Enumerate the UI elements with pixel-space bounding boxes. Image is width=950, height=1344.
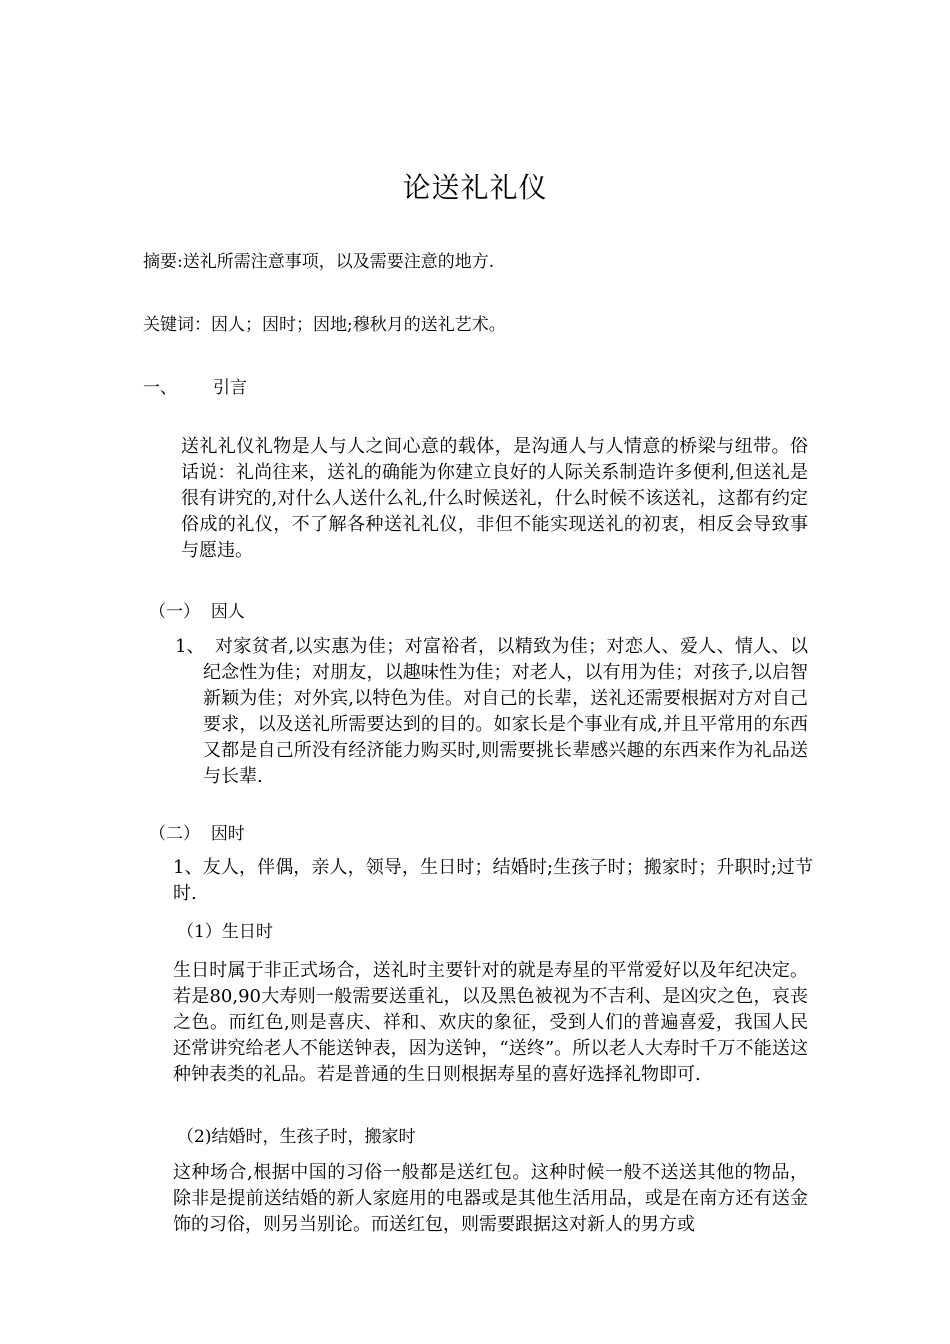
case-heading-birthday: （1）生日时 <box>177 922 273 942</box>
subsection-heading-by-time <box>149 822 245 846</box>
subsection-title: 因时 <box>210 824 245 844</box>
by-person-item-text: 对家贫者,以实惠为佳；对富裕者，以精致为佳；对恋人、爱人、情人、以纪念性为佳；对朋友，以趣味性为佳；对老人，以有用为佳；对孩子,以启智新颖为佳；对外宾,以特色为佳。对自己的长辈，送礼还需要根据对方对自己要求，以及送礼所需要达到的目的。如家长是个事业有成,并且平常用的东西又都是自己所没有经济能力购买时,则需要挑长辈感兴趣的东西来作为礼品送与长辈. <box>203 636 808 787</box>
case-heading-wedding: （2)结婚时，生孩子时，搬家时 <box>177 1127 416 1147</box>
subsection-heading-by-person <box>149 600 245 624</box>
subsection-number: （一） <box>149 602 200 622</box>
introduction-paragraph: 送礼礼仪礼物是人与人之间心意的载体，是沟通人与人情意的桥梁与纽带。俗话说：礼尚往来，送礼的确能为你建立良好的人际关系制造许多便利,但送礼是很有讲究的,对什么人送什么礼,什么时候送礼，什么时候不该送礼，这都有约定俗成的礼仪，不了解各种送礼礼仪，非但不能实现送礼的初衷，相反会导致事与愿违。 <box>181 436 808 561</box>
section-heading-introduction <box>143 376 247 400</box>
section-title: 引言 <box>213 378 247 398</box>
keywords-line: 关键词：因人；因时；因地;穆秋月的送礼艺术。 <box>143 315 506 335</box>
list-item-number: 1、 <box>175 636 205 657</box>
subsection-title: 因人 <box>210 602 245 622</box>
wedding-paragraph: 这种场合,根据中国的习俗一般都是送红包。这种时候一般不送送其他的物品，除非是提前送结婚的新人家庭用的电器或是其他生活用品，或是在南方还有送金饰的习俗，则另当别论。而送红包，则需要跟据这对新人的男方或 <box>173 1162 808 1235</box>
subsection-number: （二） <box>149 824 200 844</box>
section-number: 一、 <box>143 378 177 398</box>
document-title: 论送礼礼仪 <box>402 171 548 204</box>
by-time-item-text: 1、友人，伴偶，亲人，领导，生日时；结婚时;生孩子时；搬家时；升职时;过节时. <box>173 857 813 904</box>
birthday-paragraph: 生日时属于非正式场合，送礼时主要针对的就是寿星的平常爱好以及年纪决定。若是80,90大寿则一般需要送重礼，以及黑色被视为不吉利、是凶灾之色，哀丧之色。而红色,则是喜庆、祥和、欢庆的象征，受到人们的普遍喜爱，我国人民还常讲究给老人不能送钟表，因为送钟，“送终”。所以老人大寿时千万不能送这种钟表类的礼品。若是普通的生日则根据寿星的喜好选择礼物即可. <box>173 960 808 1085</box>
abstract-line: 摘要:送礼所需注意事项，以及需要注意的地方. <box>143 252 495 272</box>
